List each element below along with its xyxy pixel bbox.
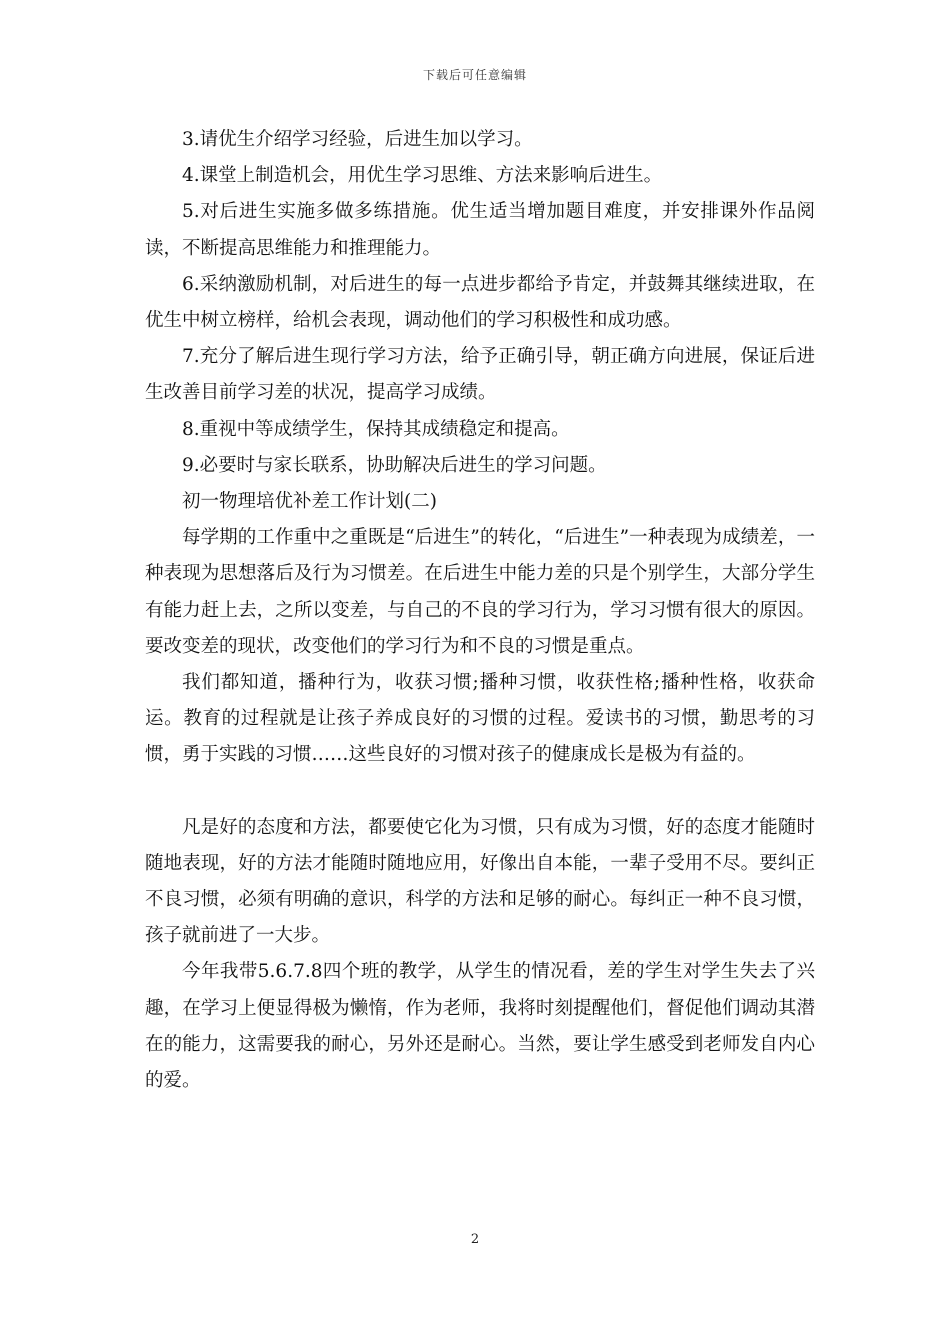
paragraph-item-6: 6.采纳激励机制，对后进生的每一点进步都给予肯定，并鼓舞其继续进取，在优生中树立榜样，给机会表现，调动他们的学习积极性和成功感。 — [145, 273, 815, 332]
paragraph-item-3: 3.请优生介绍学习经验，后进生加以学习。 — [182, 129, 533, 150]
paragraph-item-8: 8.重视中等成绩学生，保持其成绩稳定和提高。 — [182, 418, 570, 440]
paragraph-attitude: 凡是好的态度和方法，都要使它化为习惯，只有成为习惯，好的态度才能随时随地表现，好的方法才能随时随地应用，好像出自本能，一辈子受用不尽。要纠正不良习惯，必须有明确的意识，科学的方法和足够的耐心。每纠正一种不良习惯，孩子就前进了一大步。 — [145, 816, 815, 947]
page-number: 2 — [470, 1232, 480, 1247]
paragraph-item-9: 9.必要时与家长联系，协助解决后进生的学习问题。 — [182, 454, 607, 476]
paragraph-intro: 每学期的工作重中之重既是“后进生”的转化，“后进生”一种表现为成绩差，一种表现为思想落后及行为习惯差。在后进生中能力差的只是个别学生，大部分学生有能力赶上去，之所以变差，与自己的不良的学习行为，学习习惯有很大的原因。要改变差的现状，改变他们的学习行为和不良的习惯是重点。 — [145, 527, 815, 657]
paragraph-gap — [145, 774, 815, 810]
paragraph-this-year: 今年我带5.6.7.8四个班的教学，从学生的情况看，差的学生对学生失去了兴趣，在学习上便显得极为懒惰，作为老师，我将时刻提醒他们，督促他们调动其潜在的能力，这需要我的耐心，另外还是耐心。当然，要让学生感受到老师发自内心的爱。 — [145, 961, 815, 1092]
section-title: 初一物理培优补差工作计划(二) — [182, 491, 437, 513]
document-body — [145, 122, 815, 1099]
paragraph-habits: 我们都知道，播种行为，收获习惯;播种习惯，收获性格;播种性格，收获命运。教育的过程就是让孩子养成良好的习惯的过程。爱读书的习惯，勤思考的习惯，勇于实践的习惯……这些良好的习惯对孩子的健康成长是极为有益的。 — [145, 672, 815, 766]
paragraph-item-7: 7.充分了解后进生现行学习方法，给予正确引导，朝正确方向进展，保证后进生改善目前学习差的状况，提高学习成绩。 — [145, 346, 815, 404]
paragraph-item-5: 5.对后进生实施多做多练措施。优生适当增加题目难度，并安排课外作品阅读，不断提高思维能力和推理能力。 — [145, 201, 815, 259]
page-header: 下载后可任意编辑 — [422, 68, 527, 82]
paragraph-item-4: 4.课堂上制造机会，用优生学习思维、方法来影响后进生。 — [182, 165, 663, 187]
